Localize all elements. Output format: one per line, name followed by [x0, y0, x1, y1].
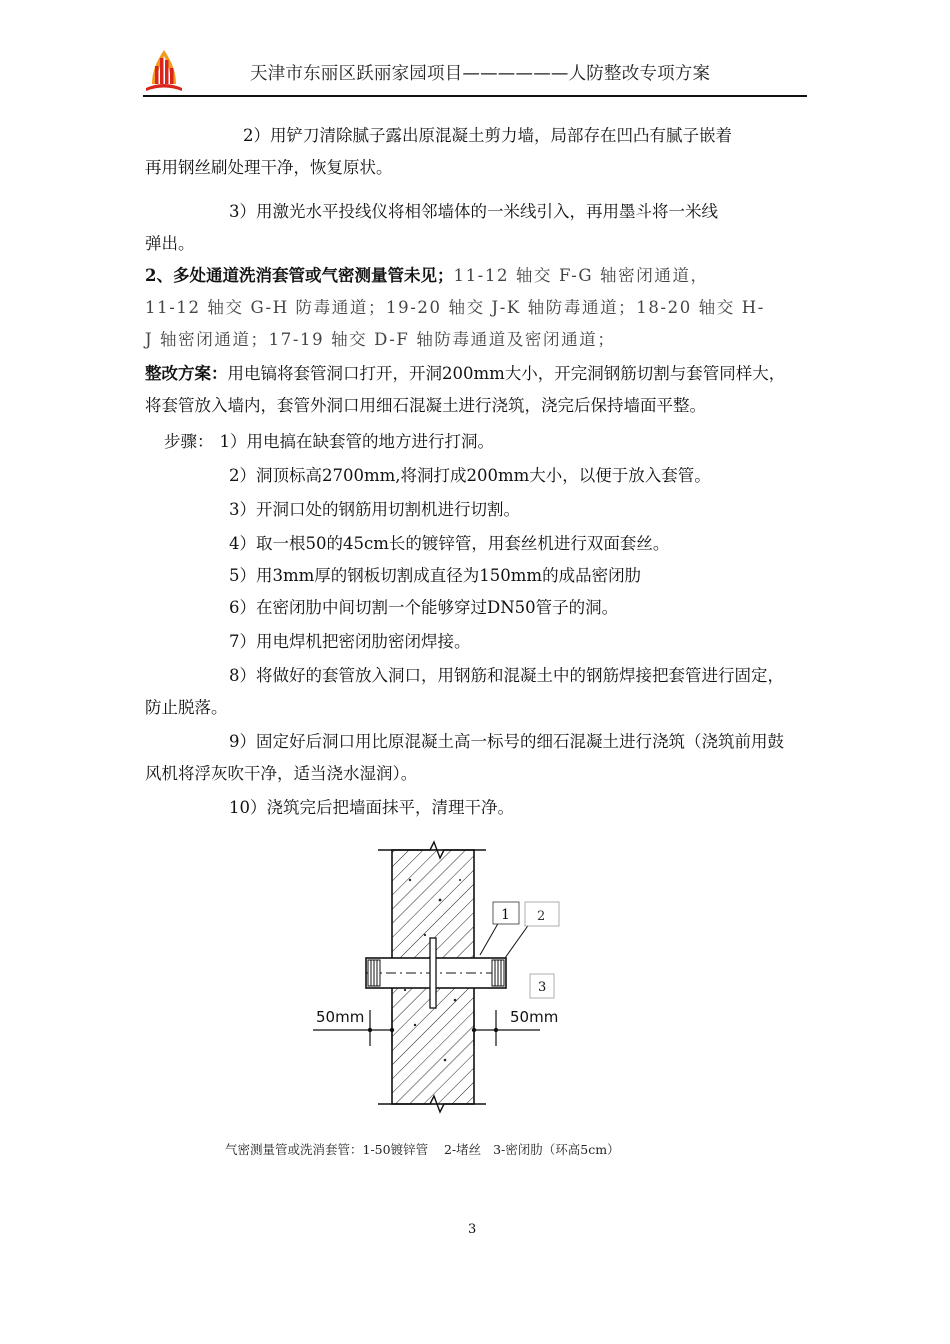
plan-paragraph [145, 364, 785, 384]
company-logo-icon [144, 48, 184, 94]
step-line: 4）取一根50的45cm长的镀锌管，用套丝机进行双面套丝。 [229, 534, 670, 553]
figure-caption: 气密测量管或洗消套管：1-50镀锌管 2-堵丝 3-密闭肋（环高5cm） [225, 1142, 620, 1157]
plan-label: 整改方案： [145, 364, 228, 383]
step-line: 风机将浮灰吹干净，适当浇水湿润）。 [145, 764, 418, 783]
thread-end-left [368, 960, 380, 986]
dimension-left: 50mm [316, 1008, 365, 1026]
steps-label: 步骤： [164, 432, 214, 451]
issue-location: 11-12 轴交 G-H 防毒通道；19-20 轴交 J-K 轴防毒通道；18-20 轴交 H- [145, 298, 765, 317]
step-line: 防止脱落。 [145, 698, 228, 717]
step-line: 10）浇筑完后把墙面抹平，清理干净。 [229, 798, 514, 817]
sealing-rib [430, 938, 436, 1008]
sleeve-section-diagram [300, 836, 580, 1116]
step-line: 6）在密闭肋中间切割一个能够穿过DN50管子的洞。 [229, 598, 619, 617]
text-line: 再用钢丝刷处理干净，恢复原状。 [145, 158, 393, 177]
issue-heading [145, 266, 709, 286]
page-number: 3 [468, 1222, 477, 1237]
step-line: 7）用电焊机把密闭肋密闭焊接。 [229, 632, 471, 651]
step-line: 8）将做好的套管放入洞口，用钢筋和混凝土中的钢筋焊接把套管进行固定， [229, 666, 784, 685]
step-line: 5）用3mm厚的钢板切割成直径为150mm的成品密闭肋 [229, 566, 642, 585]
text-line: 弹出。 [145, 234, 195, 253]
thread-end-right [492, 960, 504, 986]
label-1: 1 [501, 907, 510, 923]
dimension-right: 50mm [510, 1008, 559, 1026]
issue-title: 2、多处通道洗消套管或气密测量管未见； [145, 266, 454, 285]
label-3: 3 [538, 980, 547, 995]
plan-text: 用电镐将套管洞口打开，开洞200mm大小，开完洞钢筋切割与套管同样大， [227, 364, 786, 383]
issue-location: J 轴密闭通道；17-19 轴交 D-F 轴防毒通道及密闭通道； [145, 330, 616, 349]
text-line: 3）用激光水平投线仪将相邻墙体的一米线引入，再用墨斗将一米线 [229, 202, 718, 221]
issue-location: 11-12 轴交 F-G 轴密闭通道， [453, 266, 709, 285]
step-line: 2）洞顶标高2700mm,将洞打成200mm大小，以便于放入套管。 [229, 466, 711, 485]
text-line: 2）用铲刀清除腻子露出原混凝土剪力墙，局部存在凹凸有腻子嵌着 [243, 126, 732, 145]
header-divider [143, 95, 807, 97]
step-line [164, 432, 494, 452]
step-text: 1）用电搞在缺套管的地方进行打洞。 [219, 432, 494, 451]
label-2: 2 [537, 909, 546, 924]
header-title: 天津市东丽区跃丽家园项目——————人防整改专项方案 [250, 64, 711, 84]
step-line: 3）开洞口处的钢筋用切割机进行切割。 [229, 500, 520, 519]
step-line: 9）固定好后洞口用比原混凝土高一标号的细石混凝土进行浇筑（浇筑前用鼓 [229, 732, 784, 751]
plan-text: 将套管放入墙内，套管外洞口用细石混凝土进行浇筑，浇完后保持墙面平整。 [145, 396, 706, 415]
